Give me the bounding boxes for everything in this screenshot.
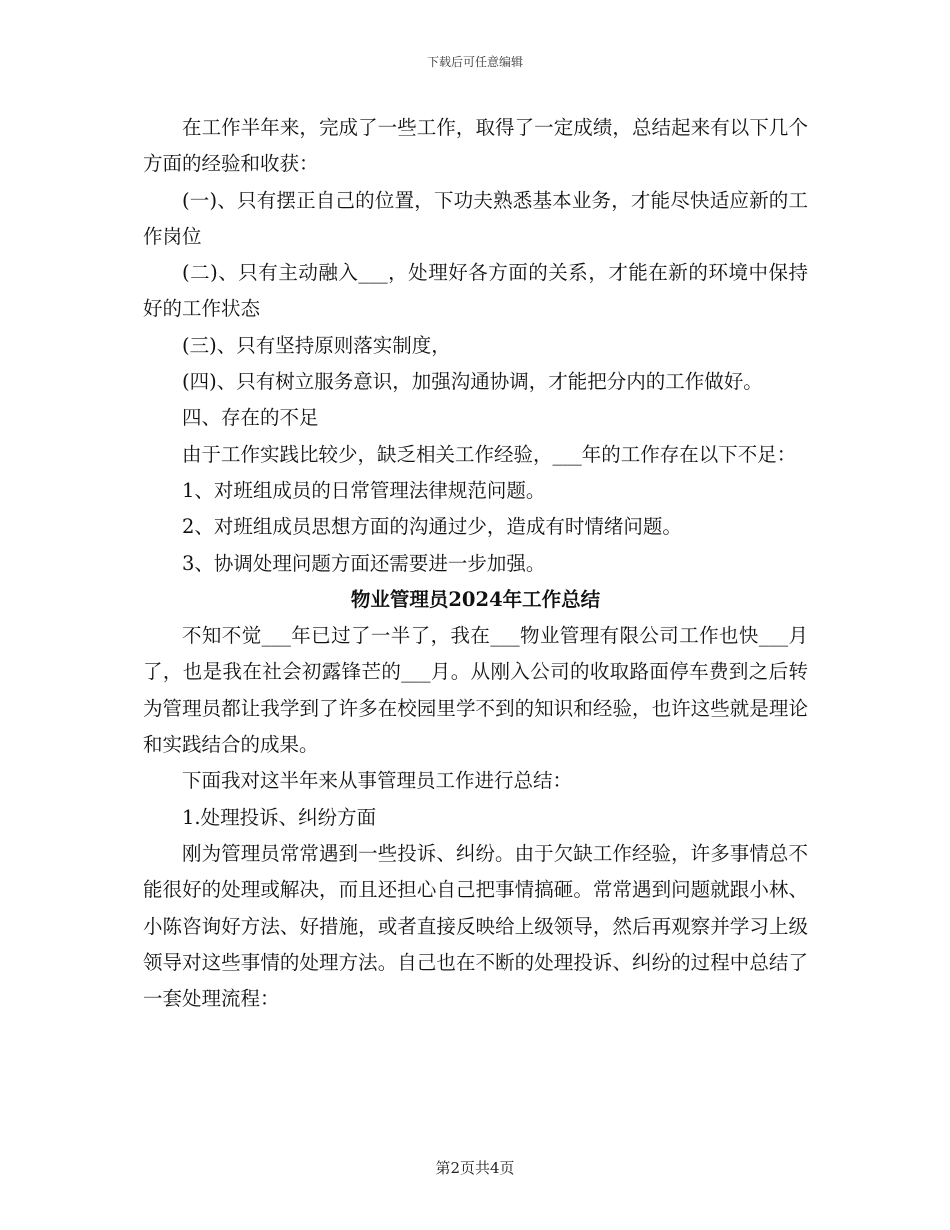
paragraph: (四)、只有树立服务意识，加强沟通协调，才能把分内的工作做好。 [182,370,763,394]
document-body [143,110,808,1017]
paragraph: 下面我对这半年来从事管理员工作进行总结： [182,769,573,793]
paragraph: 由于工作实践比较少，缺乏相关工作经验，___年的工作存在以下不足： [182,442,797,466]
paragraph: 在工作半年来，完成了一些工作，取得了一定成绩，总结起来有以下几个方面的经验和收获： [143,116,808,176]
paragraph: (三)、只有坚持原则落实制度， [182,333,451,357]
page-header: 下载后可任意编辑 [426,55,523,69]
page-footer: 第2页共4页 [435,1159,515,1177]
section-heading: 1.处理投诉、纠纷方面 [182,805,377,829]
paragraph: (一)、只有摆正自己的位置，下功夫熟悉基本业务，才能尽快适应新的工作岗位 [143,188,808,248]
document-title: 物业管理员2024年工作总结 [350,587,601,611]
list-item: 2、对班组成员思想方面的沟通过少，造成有时情绪问题。 [182,515,682,539]
section-heading: 四、存在的不足 [182,406,319,430]
paragraph: (二)、只有主动融入___，处理好各方面的关系，才能在新的环境中保持好的工作状态 [143,261,808,321]
list-item: 3、协调处理问题方面还需要进一步加强。 [182,551,546,575]
list-item: 1、对班组成员的日常管理法律规范问题。 [182,478,546,502]
paragraph: 刚为管理员常常遇到一些投诉、纠纷。由于欠缺工作经验，许多事情总不能很好的处理或解决，而且还担心自己把事情搞砸。常常遇到问题就跟小林、小陈咨询好方法、好措施，或者直接反映给上级领导，然后再观察并学习上级领导对这些事情的处理方法。自己也在不断的处理投诉、纠纷的过程中总结了一套处理流程： [143,841,808,1011]
paragraph: 不知不觉___年已过了一半了，我在___物业管理有限公司工作也快___月了，也是我在社会初露锋芒的___月。从刚入公司的收取路面停车费到之后转为管理员都让我学到了许多在校园里学不到的知识和经验，也许这些就是理论和实践结合的成果。 [143,624,808,757]
